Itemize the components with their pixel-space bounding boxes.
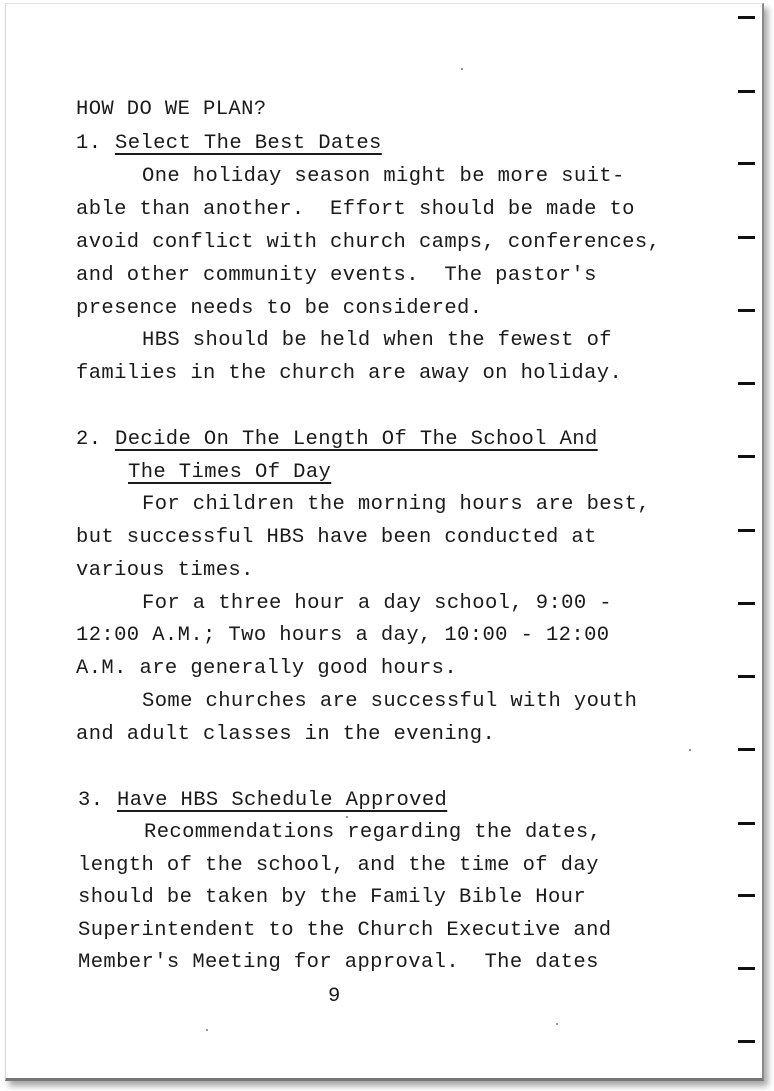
section-3-title: Have HBS Schedule Approved	[117, 789, 448, 812]
section-2-title-cont: The Times Of Day	[128, 461, 332, 484]
paper-speck	[206, 1029, 208, 1031]
document-page	[5, 3, 764, 1081]
body-line: 12:00 A.M.; Two hours a day, 10:00 - 12:00	[76, 624, 610, 647]
binding-margin-mark	[738, 162, 755, 165]
binding-margin-mark	[738, 894, 755, 897]
body-line: Member's Meeting for approval. The dates	[78, 951, 599, 974]
page-number: 9	[328, 985, 341, 1008]
paper-speck	[346, 816, 348, 818]
body-line: A.M. are generally good hours.	[76, 657, 458, 680]
binding-margin-mark	[738, 1040, 755, 1043]
binding-margin-mark	[738, 236, 755, 239]
binding-margin-mark	[738, 602, 755, 605]
binding-margin-mark	[738, 90, 755, 93]
body-line: and other community events. The pastor's	[76, 264, 597, 287]
body-line: and adult classes in the evening.	[76, 723, 496, 746]
body-line: families in the church are away on holiday.	[76, 362, 623, 385]
body-line: various times.	[76, 559, 254, 582]
body-line: length of the school, and the time of day	[78, 854, 599, 877]
body-line: One holiday season might be more suit-	[142, 165, 625, 188]
body-line: HBS should be held when the fewest of	[142, 329, 612, 352]
section-3-number: 3.	[78, 789, 104, 812]
body-line: Superintendent to the Church Executive and	[78, 919, 612, 942]
section-2-number: 2.	[76, 428, 102, 451]
binding-margin-mark	[738, 748, 755, 751]
binding-margin-mark	[738, 967, 755, 970]
section-heading: HOW DO WE PLAN?	[76, 98, 267, 121]
section-1-title: Select The Best Dates	[115, 132, 382, 155]
binding-margin-mark	[738, 16, 755, 19]
body-line: For a three hour a day school, 9:00 -	[142, 592, 612, 615]
body-line: presence needs to be considered.	[76, 297, 483, 320]
binding-margin-mark	[738, 675, 755, 678]
binding-margin-mark	[738, 455, 755, 458]
body-line: avoid conflict with church camps, conferences,	[76, 231, 661, 254]
body-line: For children the morning hours are best,	[142, 493, 651, 516]
section-2-title: Decide On The Length Of The School And	[115, 428, 598, 451]
body-line: should be taken by the Family Bible Hour	[78, 886, 587, 909]
paper-speck	[461, 68, 463, 70]
body-line: Some churches are successful with youth	[142, 690, 638, 713]
binding-margin-mark	[738, 822, 755, 825]
body-line: but successful HBS have been conducted at	[76, 526, 597, 549]
section-1-number: 1.	[76, 132, 102, 155]
paper-speck	[556, 1023, 558, 1025]
binding-margin-mark	[738, 382, 755, 385]
body-line: Recommendations regarding the dates,	[144, 821, 602, 844]
binding-margin-mark	[738, 309, 755, 312]
paper-speck	[689, 749, 691, 751]
body-line: able than another. Effort should be made to	[76, 198, 635, 221]
binding-margin-mark	[738, 529, 755, 532]
